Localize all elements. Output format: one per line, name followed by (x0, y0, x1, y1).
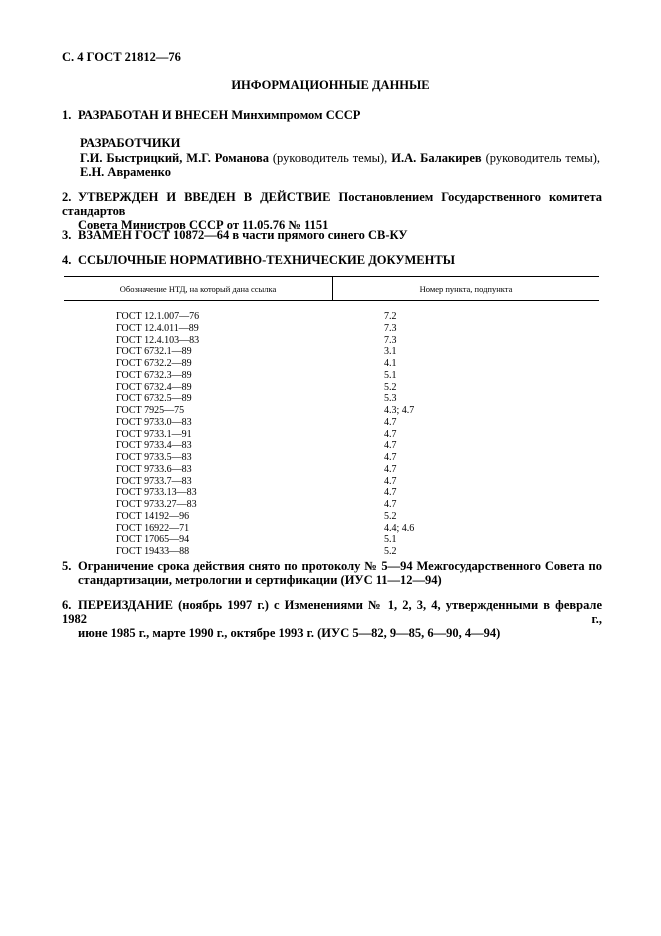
table-cell-designation: ГОСТ 6732.2—89 (116, 358, 192, 369)
section-1-text: РАЗРАБОТАН И ВНЕСЕН Минхимпромом СССР (78, 108, 361, 122)
table-cell-clause: 5.2 (384, 546, 397, 557)
section-5-number: 5. (62, 559, 72, 573)
section-1 (62, 108, 360, 123)
table-row (64, 523, 599, 535)
table-cell-clause: 3.1 (384, 346, 397, 358)
section-6-number: 6. (62, 598, 72, 612)
section-4-text: ССЫЛОЧНЫЕ НОРМАТИВНО-ТЕХНИЧЕСКИЕ ДОКУМЕНТЫ (78, 253, 455, 267)
table-row (64, 546, 599, 558)
section-2-line-1: УТВЕРЖДЕН И ВВЕДЕН В ДЕЙСТВИЕ Постановлением Государственного комитета стандартов (62, 190, 602, 218)
table-cell-clause: 4.3; 4.7 (384, 405, 415, 416)
section-5-line-2: стандартизации, метрологии и сертификации (ИУС 11—12—94) (78, 573, 442, 587)
table-cell-clause: 4.7 (384, 428, 397, 440)
table-header-rule (64, 300, 599, 301)
table-row (64, 405, 599, 417)
table-cell-designation: ГОСТ 12.1.007—76 (116, 311, 200, 322)
table-row (64, 476, 599, 488)
table-cell-clause: 7.3 (384, 322, 397, 334)
table-cell-designation: ГОСТ 9733.0—83 (116, 416, 192, 428)
table-row (64, 417, 599, 429)
developers-title: РАЗРАБОТЧИКИ (80, 136, 181, 150)
section-2-number: 2. (62, 190, 72, 204)
table-row (64, 393, 599, 405)
section-5-line-1: Ограничение срока действия снято по протоколу № 5—94 Межгосударственного Совета по (78, 559, 602, 573)
table-body (64, 311, 599, 558)
developer-names-2: И.А. Балакирев (391, 151, 482, 165)
table-header-designation: Обозначение НТД, на который дана ссылка (119, 284, 277, 294)
table-row (64, 323, 599, 335)
table-row (64, 335, 599, 347)
table-row (64, 358, 599, 370)
developer-role-1: (руководитель темы), (268, 151, 392, 165)
section-2-line-2: Совета Министров СССР от 11.05.76 № 1151 (78, 218, 329, 232)
table-row (64, 429, 599, 441)
table-cell-designation: ГОСТ 7925—75 (116, 405, 185, 416)
table-row (64, 511, 599, 523)
table-cell-clause: 4.7 (384, 487, 397, 499)
table-cell-clause: 4.4; 4.6 (384, 522, 415, 534)
section-3 (62, 228, 408, 243)
table-cell-clause: 5.2 (384, 381, 397, 393)
table-cell-designation: ГОСТ 12.4.011—89 (116, 322, 199, 334)
table-cell-designation: ГОСТ 9733.27—83 (116, 499, 197, 510)
section-4 (62, 253, 455, 268)
page-title: ИНФОРМАЦИОННЫЕ ДАННЫЕ (231, 78, 430, 92)
table-row (64, 452, 599, 464)
table-cell-clause: 7.3 (384, 334, 397, 346)
section-6 (62, 598, 602, 640)
table-cell-clause: 5.3 (384, 393, 397, 405)
table-cell-designation: ГОСТ 9733.5—83 (116, 452, 192, 463)
table-cell-designation: ГОСТ 6732.5—89 (116, 393, 192, 405)
table-cell-designation: ГОСТ 16922—71 (116, 522, 190, 534)
table-cell-designation: ГОСТ 6732.3—89 (116, 369, 192, 381)
page-header: С. 4 ГОСТ 21812—76 (62, 50, 181, 64)
table-cell-designation: ГОСТ 17065—94 (116, 534, 190, 546)
table-cell-clause: 5.1 (384, 369, 397, 381)
table-cell-designation: ГОСТ 9733.1—91 (116, 428, 192, 440)
table-cell-clause: 5.1 (384, 534, 397, 546)
section-5 (62, 559, 602, 587)
table-cell-designation: ГОСТ 9733.4—83 (116, 440, 192, 452)
section-4-number: 4. (62, 253, 72, 267)
developer-role-2: (руководитель темы), (481, 151, 601, 165)
section-6-line-1: ПЕРЕИЗДАНИЕ (ноябрь 1997 г.) с Изменениями № 1, 2, 3, 4, утвержденными в феврале 1982 г., (62, 598, 602, 626)
section-6-line-2: июне 1985 г., марте 1990 г., октябре 1993 г. (ИУС 5—82, 9—85, 6—90, 4—94) (78, 626, 501, 640)
table-row (64, 464, 599, 476)
table-cell-designation: ГОСТ 9733.7—83 (116, 475, 192, 487)
section-3-number: 3. (62, 228, 72, 242)
table-cell-clause: 4.7 (384, 463, 397, 475)
table-row (64, 382, 599, 394)
table-row (64, 440, 599, 452)
table-row (64, 311, 599, 323)
table-row (64, 346, 599, 358)
table-cell-designation: ГОСТ 19433—88 (116, 546, 190, 557)
table-cell-clause: 5.2 (384, 510, 397, 522)
section-3-text: ВЗАМЕН ГОСТ 10872—64 в части прямого синего СВ-КУ (78, 228, 408, 242)
table-cell-designation: ГОСТ 14192—96 (116, 510, 190, 522)
table-cell-designation: ГОСТ 6732.4—89 (116, 381, 192, 393)
table-cell-designation: ГОСТ 9733.6—83 (116, 463, 192, 475)
table-cell-clause: 4.7 (384, 416, 397, 428)
developer-names-3: Е.Н. Авраменко (80, 165, 171, 179)
section-2 (62, 190, 602, 232)
table-cell-designation: ГОСТ 6732.1—89 (116, 346, 192, 358)
table-cell-clause: 4.7 (384, 440, 397, 452)
table-row (64, 534, 599, 546)
table-cell-clause: 4.1 (384, 358, 397, 369)
table-row (64, 487, 599, 499)
table-cell-clause: 4.7 (384, 452, 397, 463)
table-cell-clause: 4.7 (384, 475, 397, 487)
table-cell-designation: ГОСТ 12.4.103—83 (116, 334, 200, 346)
table-cell-clause: 4.7 (384, 499, 397, 510)
table-row (64, 370, 599, 382)
table-header-clause: Номер пункта, подпункта (419, 284, 513, 294)
table-cell-designation: ГОСТ 9733.13—83 (116, 487, 197, 499)
table-row (64, 499, 599, 511)
table-cell-clause: 7.2 (384, 311, 397, 322)
developer-names-1: Г.И. Быстрицкий, М.Г. Романова (80, 151, 269, 165)
section-1-number: 1. (62, 108, 72, 122)
developers-list (80, 151, 600, 179)
